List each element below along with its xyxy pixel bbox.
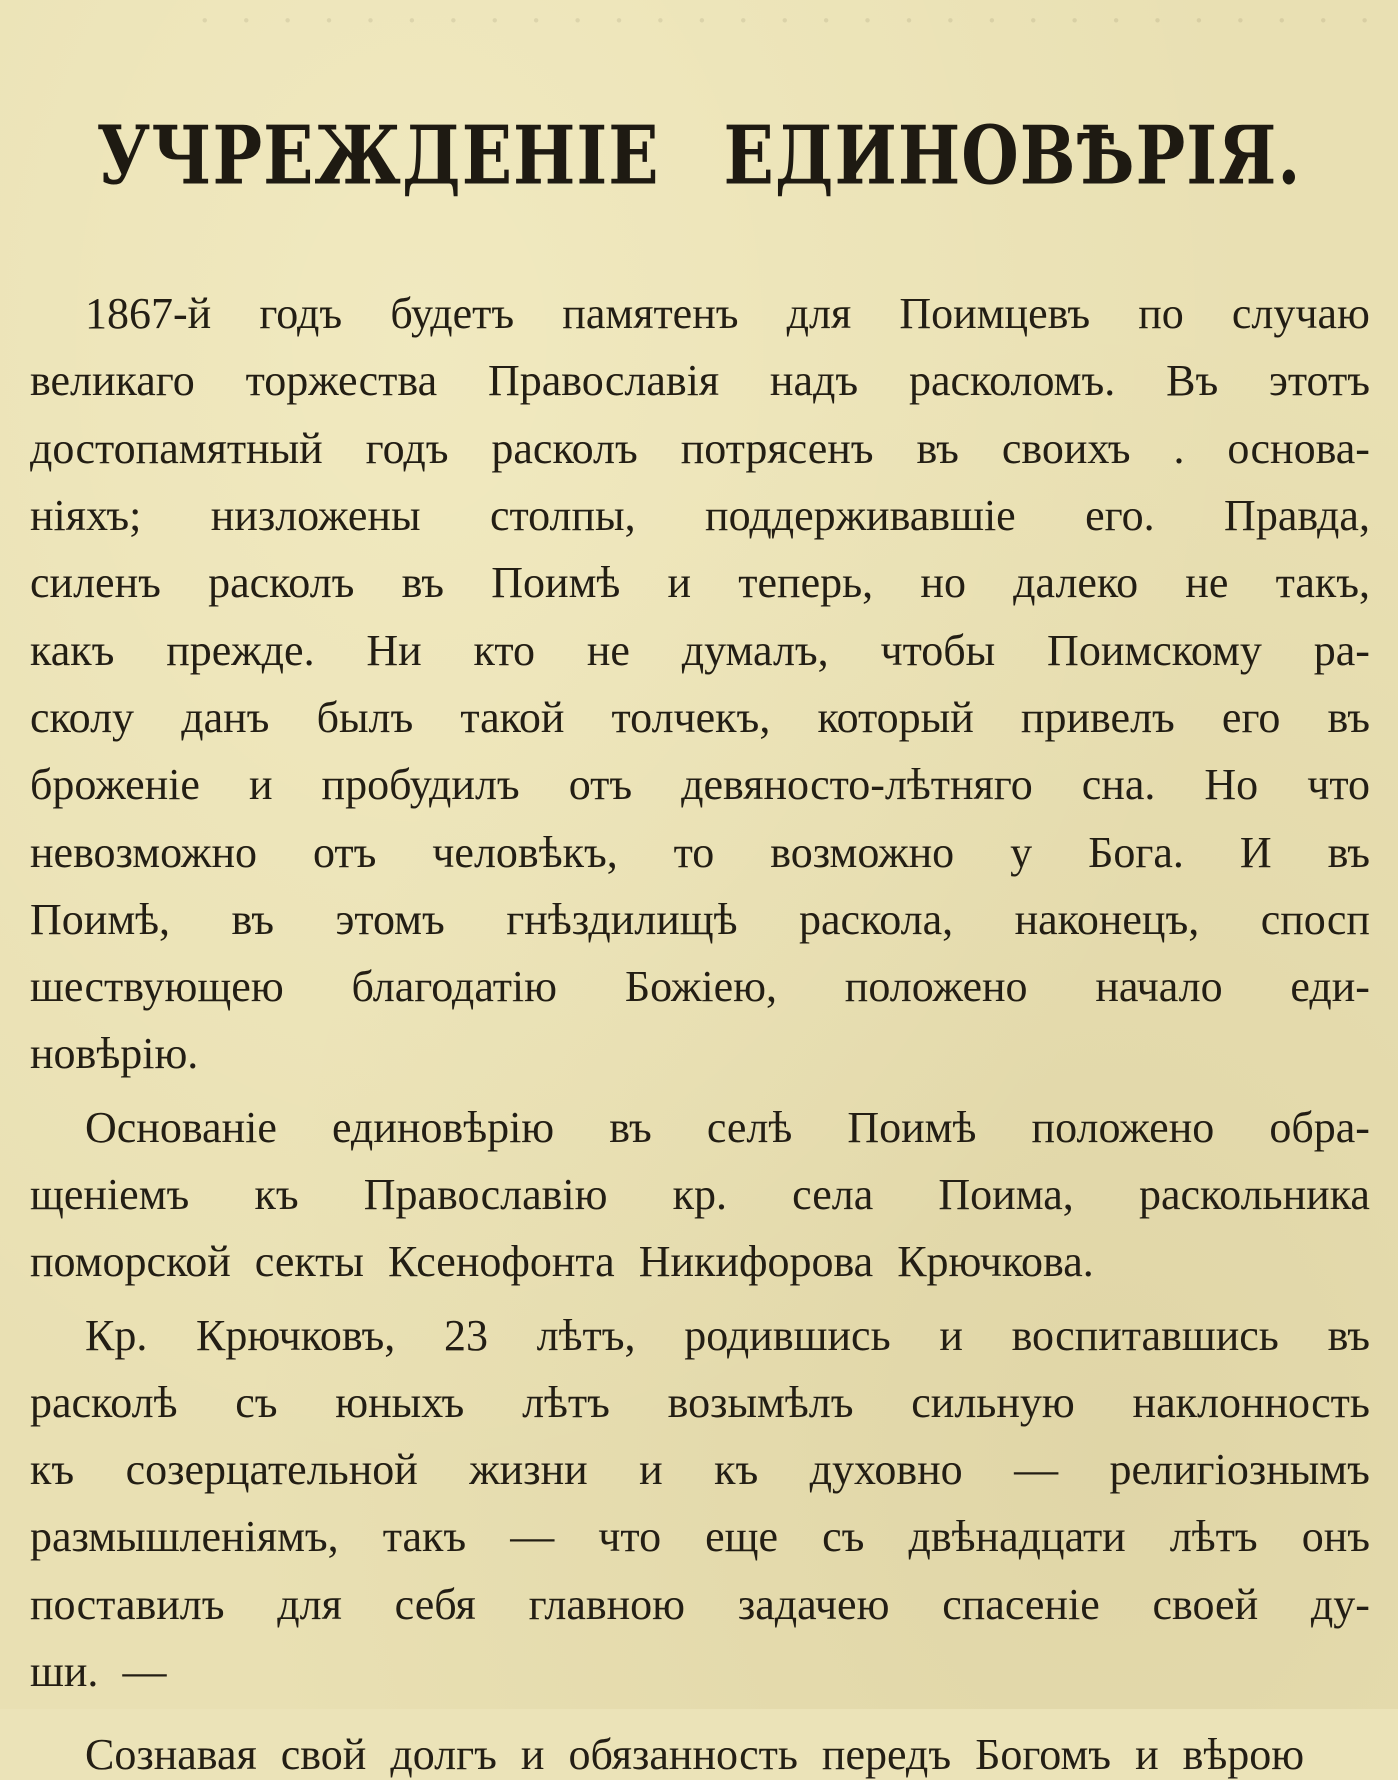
word: такъ, xyxy=(1275,558,1370,608)
word: прежде. xyxy=(166,625,315,675)
paragraph xyxy=(30,1094,1370,1296)
word: селѣ xyxy=(706,1102,793,1152)
word: расколѣ xyxy=(30,1377,178,1427)
text-line xyxy=(30,1711,1370,1780)
word: въ xyxy=(1327,1310,1370,1360)
word: обязанность xyxy=(568,1730,798,1780)
word: и xyxy=(939,1310,963,1360)
word: и xyxy=(667,558,692,608)
word: сна. xyxy=(1081,760,1156,810)
word: Основаніе xyxy=(85,1102,277,1152)
word: привелъ xyxy=(1020,692,1175,742)
word: какъ xyxy=(30,625,115,675)
word: Поима, xyxy=(938,1170,1074,1219)
word: единовѣрію xyxy=(331,1102,555,1152)
word: въ xyxy=(231,894,274,944)
word: у xyxy=(1010,827,1033,877)
word: Правда, xyxy=(1224,491,1370,541)
word: броженіе xyxy=(30,760,200,810)
word: кто xyxy=(473,625,535,675)
word: Никифорова xyxy=(638,1237,874,1287)
word: своихъ xyxy=(1001,423,1131,473)
word: Православію xyxy=(363,1170,608,1219)
text-line xyxy=(30,1571,1370,1638)
word: что xyxy=(598,1512,662,1562)
word: основа- xyxy=(1227,423,1370,473)
word: Поимѣ xyxy=(847,1102,977,1152)
page-title xyxy=(0,108,1398,203)
word: Сознавая xyxy=(85,1730,257,1780)
word: новѣрію. xyxy=(30,1029,199,1079)
word: въ xyxy=(401,558,445,608)
word: . xyxy=(1173,423,1185,473)
word: Божіею, xyxy=(624,962,778,1012)
word: юныхъ xyxy=(335,1377,465,1427)
word: задачею xyxy=(737,1579,890,1629)
word: Поимѣ xyxy=(491,558,621,608)
word: наклонность xyxy=(1132,1377,1370,1427)
word: будетъ xyxy=(390,289,515,339)
word: Ксенофонта xyxy=(387,1237,615,1287)
word: себя xyxy=(394,1579,476,1629)
word: онъ xyxy=(1301,1512,1370,1562)
title-part-1: УЧРЕЖДЕНІЕ xyxy=(96,108,660,204)
word: И xyxy=(1239,827,1272,877)
word: обра- xyxy=(1269,1102,1370,1152)
word: къ xyxy=(30,1445,75,1495)
word: положено xyxy=(1031,1102,1215,1152)
word: лѣтъ xyxy=(1169,1512,1258,1562)
word: своей xyxy=(1152,1579,1259,1629)
word: столпы, xyxy=(489,491,636,541)
word: спасеніе xyxy=(942,1579,1100,1629)
word: ра- xyxy=(1313,625,1370,675)
word: вѣрою xyxy=(1182,1730,1305,1780)
word: сильную xyxy=(911,1377,1075,1427)
word: долгъ xyxy=(390,1730,497,1780)
word: лѣтъ, xyxy=(536,1310,636,1360)
word: воспитавшись xyxy=(1011,1310,1279,1360)
word: поставилъ xyxy=(30,1579,225,1629)
word: что xyxy=(1307,760,1370,810)
word: религіознымъ xyxy=(1109,1445,1370,1495)
word: расколъ xyxy=(208,558,355,608)
word: въ xyxy=(916,423,959,473)
word: отъ xyxy=(312,827,377,877)
text-line xyxy=(30,280,1370,347)
word: 1867-й xyxy=(85,289,212,339)
word: по xyxy=(1138,289,1184,339)
word: сколу xyxy=(30,692,135,742)
word: человѣкъ, xyxy=(432,827,618,877)
word: гнѣздилищѣ xyxy=(506,894,738,944)
word: положено xyxy=(844,962,1028,1012)
word: отъ xyxy=(568,760,633,810)
text-line xyxy=(30,684,1370,751)
word: духовно xyxy=(809,1445,963,1495)
word: возможно xyxy=(770,827,955,877)
word: далеко xyxy=(1013,558,1139,608)
title-part-2: ЕДИНОВѢРІЯ. xyxy=(723,108,1302,204)
word: думалъ, xyxy=(681,625,829,675)
word: случаю xyxy=(1231,289,1370,339)
word: не xyxy=(586,625,630,675)
word: свой xyxy=(280,1730,367,1780)
word: Поимцевъ xyxy=(899,289,1091,339)
paragraph xyxy=(30,1711,1370,1780)
word: наконецъ, xyxy=(1014,894,1200,944)
word: данъ xyxy=(181,692,270,742)
word: великаго xyxy=(30,356,195,406)
word: передъ xyxy=(821,1730,952,1780)
word: этотъ xyxy=(1269,356,1370,406)
word: достопамятный xyxy=(30,423,323,473)
word: не xyxy=(1185,558,1229,608)
word: надъ xyxy=(769,356,859,406)
word: въ xyxy=(1327,827,1370,877)
word: такой xyxy=(460,692,565,742)
word: 23 xyxy=(443,1310,488,1360)
text-line xyxy=(30,1301,1370,1368)
word: кр. xyxy=(672,1170,728,1219)
word: къ xyxy=(714,1445,759,1495)
word: толчекъ, xyxy=(611,692,771,742)
word: потрясенъ xyxy=(680,423,874,473)
word: былъ xyxy=(316,692,414,742)
word: невозможно xyxy=(30,827,258,877)
word: шествующею xyxy=(30,962,284,1012)
word: для xyxy=(786,289,852,339)
word: и xyxy=(520,1730,545,1780)
word: жизни xyxy=(469,1445,588,1495)
word: Бога. xyxy=(1088,827,1184,877)
word: родившись xyxy=(684,1310,891,1360)
word: поморской xyxy=(30,1237,231,1287)
text-line xyxy=(30,953,1370,1020)
word: — xyxy=(122,1647,167,1697)
paragraph xyxy=(30,280,1370,1088)
word: еще xyxy=(705,1512,779,1562)
word: памятенъ xyxy=(562,289,739,339)
article-body xyxy=(30,280,1370,1780)
word: Кр. xyxy=(85,1310,148,1360)
text-line xyxy=(30,1369,1370,1436)
word: этомъ xyxy=(335,894,445,944)
word: созерцательной xyxy=(125,1445,418,1495)
word: ніяхъ; xyxy=(30,491,142,541)
word: еди- xyxy=(1290,962,1370,1012)
text-line xyxy=(30,347,1370,414)
word: размышленіямъ, xyxy=(30,1512,339,1562)
word: годъ xyxy=(259,289,343,339)
word: къ xyxy=(254,1170,299,1219)
text-line xyxy=(30,415,1370,482)
word: секты xyxy=(254,1237,364,1287)
word: его. xyxy=(1085,491,1155,541)
text-line xyxy=(30,616,1370,683)
word: поддерживавшіе xyxy=(705,491,1016,541)
word: ду- xyxy=(1310,1579,1370,1629)
word: двѣнадцати xyxy=(908,1512,1126,1562)
text-line xyxy=(30,1436,1370,1503)
word: щеніемъ xyxy=(30,1170,190,1219)
word: возымѣлъ xyxy=(667,1377,854,1427)
word: ши. xyxy=(30,1647,99,1697)
word: пробудилъ xyxy=(321,760,520,810)
word: Въ xyxy=(1166,356,1219,406)
bleed-through-texture: · · · · · · · · · · · · · · · · · · · · · · · · · · · · · xyxy=(196,1,1370,41)
word: его xyxy=(1221,692,1281,742)
text-line xyxy=(30,818,1370,885)
word: въ xyxy=(609,1102,652,1152)
word: силенъ xyxy=(30,558,161,608)
word: Поимскому xyxy=(1047,625,1262,675)
word: теперь, xyxy=(738,558,874,608)
text-line xyxy=(30,1161,1370,1228)
word: начало xyxy=(1095,962,1223,1012)
word: торжества xyxy=(245,356,438,406)
word: главною xyxy=(528,1579,686,1629)
word: и xyxy=(1135,1730,1159,1780)
text-line xyxy=(30,482,1370,549)
text-line xyxy=(30,1503,1370,1570)
word: Ни xyxy=(366,625,422,675)
word: съ xyxy=(235,1377,278,1427)
word: девяносто-лѣтняго xyxy=(681,760,1033,810)
text-line xyxy=(30,751,1370,818)
word: Крючковъ, xyxy=(196,1310,396,1360)
word: раскольника xyxy=(1138,1170,1370,1219)
word: но xyxy=(920,558,966,608)
word: чтобы xyxy=(880,625,996,675)
word: Поимѣ, xyxy=(30,894,171,944)
word: для xyxy=(277,1579,342,1629)
text-line xyxy=(30,1094,1370,1161)
word: и xyxy=(639,1445,663,1495)
word: лѣтъ xyxy=(522,1377,610,1427)
word: Крючкова. xyxy=(897,1237,1094,1287)
text-line xyxy=(30,549,1370,616)
word: села xyxy=(792,1170,874,1219)
paragraph xyxy=(30,1301,1370,1705)
word: такъ xyxy=(382,1512,467,1562)
word: то xyxy=(673,827,715,877)
word: который xyxy=(817,692,974,742)
word: Богомъ xyxy=(975,1730,1112,1780)
word: благодатію xyxy=(351,962,558,1012)
word: въ xyxy=(1327,692,1370,742)
word: — xyxy=(510,1512,555,1562)
word: спосп xyxy=(1260,894,1370,944)
word: низложены xyxy=(210,491,421,541)
word: Но xyxy=(1204,760,1259,810)
word: расколомъ. xyxy=(908,356,1116,406)
word: съ xyxy=(822,1512,865,1562)
word: Православія xyxy=(487,356,720,406)
word: и xyxy=(248,760,273,810)
word: раскола, xyxy=(799,894,954,944)
word: — xyxy=(1014,1445,1059,1495)
text-line xyxy=(30,1638,1370,1705)
word: расколъ xyxy=(491,423,638,473)
text-line xyxy=(30,1228,1370,1295)
word: годъ xyxy=(365,423,449,473)
text-line xyxy=(30,886,1370,953)
text-line xyxy=(30,1020,1370,1087)
